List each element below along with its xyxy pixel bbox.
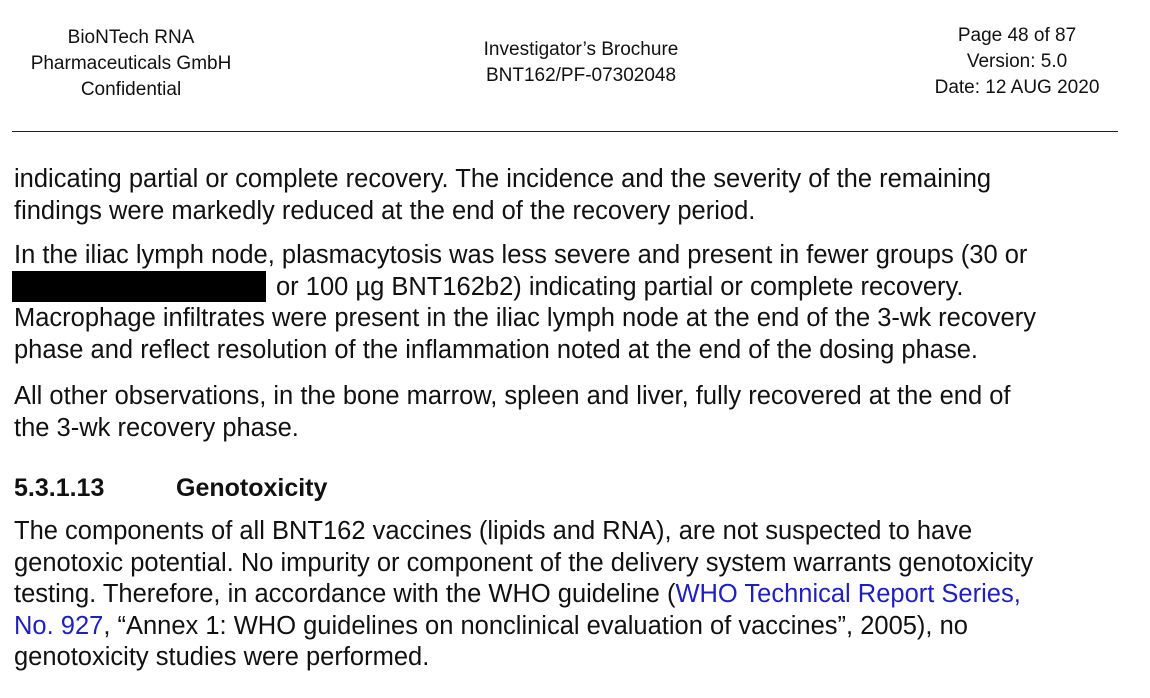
who-report-link-cont[interactable]: No. 927 (14, 611, 104, 640)
section-title: Genotoxicity (176, 474, 328, 502)
text-fragment: or 100 µg BNT162b2) indicating partial or complete recovery. (276, 272, 964, 301)
text-line: indicating partial or complete recovery. The incidence and the severity of the remaining (14, 165, 992, 193)
paragraph-iliac-lymph-node (14, 240, 1124, 366)
header-company-name: BioNTech RNA (67, 27, 195, 48)
paragraph-genotoxicity (14, 516, 1124, 674)
section-number: 5.3.1.13 (14, 474, 105, 502)
text-fragment: testing. Therefore, in accordance with the WHO guideline ( (14, 580, 676, 609)
text-line: findings were markedly reduced at the end of the recovery period. (14, 196, 756, 225)
header-confidential: Confidential (80, 79, 182, 100)
text-line: genotoxic potential. No impurity or component of the delivery system warrants genotoxicity (14, 548, 1034, 577)
text-line: The components of all BNT162 vaccines (lipids and RNA), are not suspected to have (14, 517, 973, 545)
header-document (455, 37, 707, 89)
header-page-number: Page 48 of 87 (957, 25, 1077, 46)
header-doc-code: BNT162/PF-07302048 (485, 65, 677, 86)
text-line: Macrophage infiltrates were present in the iliac lymph node at the end of the 3-wk recovery (14, 304, 1036, 333)
who-report-link[interactable]: WHO Technical Report Series, (675, 580, 1021, 609)
header-page-info (910, 23, 1124, 101)
text-line: the 3-wk recovery phase. (14, 413, 299, 442)
text-line (14, 611, 1124, 643)
header-company (10, 25, 252, 103)
text-line: genotoxicity studies were performed. (14, 643, 430, 672)
text-line: In the iliac lymph node, plasmacytosis was less severe and present in fewer groups (30 or (14, 241, 1028, 269)
text-line (14, 579, 1124, 611)
section-heading (14, 472, 327, 504)
text-line: All other observations, in the bone marrow, spleen and liver, fully recovered at the end of (14, 382, 1011, 410)
text-fragment: , “Annex 1: WHO guidelines on nonclinical evaluation of vaccines”, 2005), no (103, 611, 968, 640)
page-header (0, 0, 1150, 134)
redaction-box (12, 271, 266, 302)
header-doc-title: Investigator’s Brochure (483, 39, 679, 60)
text-line: phase and reflect resolution of the inflammation noted at the end of the dosing phase. (14, 335, 978, 364)
header-divider (12, 131, 1118, 132)
paragraph-recovery (14, 164, 1124, 227)
header-date: Date: 12 AUG 2020 (934, 77, 1100, 98)
paragraph-other-observations (14, 381, 1124, 444)
header-company-name-cont: Pharmaceuticals GmbH (30, 53, 232, 74)
header-version: Version: 5.0 (966, 51, 1068, 72)
